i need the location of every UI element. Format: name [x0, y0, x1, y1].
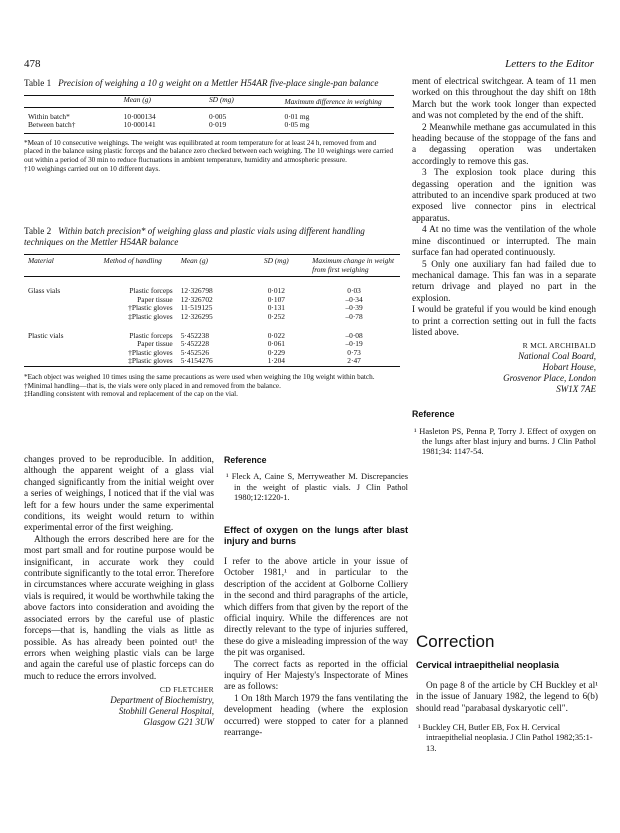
author-name: CD FLETCHER	[159, 685, 214, 695]
right-column-top	[412, 77, 596, 457]
reference-item: ¹ Hasleton PS, Penna P, Torry J. Effect of oxygen on the lungs after blast injury and burns. J Clin Pathol 1981;34: 1147-54.	[414, 426, 596, 457]
table1-block	[24, 78, 394, 173]
table2-cell: Paper tissue	[137, 294, 173, 304]
letter-title: Effect of oxygen on the lungs after blast injury and burns	[224, 525, 408, 547]
table2-cell: 0·73	[347, 347, 361, 357]
table2-cell: 0·03	[347, 286, 361, 296]
paragraph: 5 Only one auxiliary fan had failed due to mechanical damage. This fan was in a separate return drivage and played no part in the explosion.	[412, 259, 596, 304]
paragraph: Although the errors described here are for the most part small and for routine purpose would be insignificant, in accurate work they could contribute significantly to the total error. Therefore in circumstances where accurate weighing in glass vials is required, it would be worthwhile taking the above factors into consideration and avoiding the associated errors by the careful use of plastic forceps—that is, handling the vials as little as possible. As has already been pointed out¹ the errors when weighing plastic vials can be large and again the careful use of plastic forceps can do much to reduce the errors involved.	[24, 534, 214, 682]
signature-archibald	[412, 340, 596, 395]
affiliation-line: National Coal Board,	[518, 351, 596, 362]
table2-cell: ‡Plastic gloves	[128, 311, 173, 321]
table1-caption	[24, 78, 394, 89]
table2	[24, 254, 400, 367]
affiliation-line: SW1X 7AE	[556, 384, 596, 395]
table2-cell: 5·452238	[180, 330, 210, 340]
correction-block	[416, 632, 598, 754]
table1-cell: 10·000134	[123, 111, 156, 121]
middle-column	[224, 455, 408, 740]
table2-cell: –0·78	[345, 311, 363, 321]
affiliation-line: Hobart House,	[542, 362, 596, 373]
table2-cell: 1·204	[267, 356, 285, 366]
table2-cell: †Plastic gloves	[128, 347, 173, 357]
table1-note: †10 weighings carried out on 10 different days.	[24, 164, 160, 173]
table2-cell: 12·326295	[180, 311, 213, 321]
correction-title: Correction	[416, 632, 495, 651]
table2-header-1: Method of handling	[103, 256, 162, 265]
table2-title: Within batch precision* of weighing glass and plastic vials using different handling techniques on the Mettler H54AR balance	[24, 226, 365, 247]
table2-cell: 5·4154276	[180, 356, 213, 366]
affiliation-line: Grosvenor Place, London	[503, 373, 596, 384]
table1-cell: 0·01 mg	[284, 111, 310, 121]
affiliation-line: Stobhill General Hospital,	[118, 706, 214, 717]
affiliation-line: Department of Biochemistry,	[110, 695, 214, 706]
table1-notes	[24, 139, 394, 173]
table2-header-3: SD (mg)	[263, 256, 289, 265]
table2-cell: 0·131	[267, 303, 285, 313]
table2-note: *Each object was weighed 10 times using the same precautions as were used when weighing the 10g weight within batch.	[24, 372, 375, 381]
table1-cell: 0·05 mg	[284, 120, 310, 130]
table2-cell: 5·452526	[180, 347, 210, 357]
table2-cell: 12·326702	[180, 294, 213, 304]
paragraph: On page 8 of the article by CH Buckley et al¹ in the issue of January 1982, the legend to 6(b) should read "parabasal dyskaryotic cell".	[416, 681, 598, 714]
table2-note: ‡Handling consistent with removal and replacement of the cap on the vial.	[24, 390, 238, 399]
table2-cell: 11·519125	[180, 303, 213, 313]
reference-heading: Reference	[224, 455, 267, 465]
table2-label: Table 2	[24, 226, 52, 236]
table1-cell: Between batch†	[28, 120, 76, 130]
reference-item: ¹ Fleck A, Caine S, Merryweather M. Discrepancies in the weight of plastic vials. J Clin Pathol 1980;12:1220-1.	[226, 472, 408, 502]
reference-list	[224, 472, 408, 503]
table2-block	[24, 226, 400, 399]
paragraph: 1 On 18th March 1979 the fans ventilating the development heading (where the explosion occurred) were stopped to cater for a planned rearrange-	[224, 693, 408, 739]
table1-note: *Mean of 10 consecutive weighings. The weight was equilibrated at room temperature for at least 24 h, removed from and placed in the balance using plastic forceps and the balance zero checked between each weighing. The 10 weighings were carried out within a period of 30 min to reduce fluctuations in ambient temperature, humidity and atmospheric pressure.	[24, 138, 394, 164]
affiliation-line: Glasgow G21 3UW	[143, 717, 214, 728]
table2-cell: ‡Plastic gloves	[128, 356, 173, 366]
table2-header-0: Material	[28, 256, 54, 265]
reference-item: ¹ Buckley CH, Butler EB, Fox H. Cervical intraepithelial neoplasia. J Clin Pathol 1982;35:1-13.	[418, 723, 593, 753]
author-name: R MCL ARCHIBALD	[522, 341, 596, 351]
paragraph: changes proved to be reproducible. In addition, although the apparent weight of a glass vial changed significantly from the initial weight over a series of weighings, I noticed that if the vial was left for a few hours under the same experimental conditions, its weight would return to within experimental error of the first weighing.	[24, 455, 214, 534]
table2-cell: Plastic forceps	[129, 330, 173, 340]
paragraph: 4 At no time was the ventilation of the whole mine discontinued or interrupted. The main surface fan had operated continuously.	[412, 225, 596, 259]
table1-title: Precision of weighing a 10 g weight on a Mettler H54AR five-place single-pan balance	[58, 78, 379, 88]
table2-cell: 5·452228	[180, 339, 210, 349]
table2-material: Glass vials	[28, 286, 61, 296]
table2-cell: –0·08	[345, 330, 363, 340]
table2-cell: 0·022	[267, 330, 285, 340]
section-title: Letters to the Editor	[505, 58, 594, 70]
table1-header-1: Mean (g)	[123, 95, 151, 104]
table2-cell: 0·107	[267, 294, 285, 304]
table1-label: Table 1	[24, 78, 52, 88]
signature-fletcher	[24, 684, 214, 728]
page-number: 478	[24, 58, 41, 70]
reference-heading: Reference	[412, 409, 455, 420]
table1-cell: 0·005	[208, 111, 227, 121]
table2-cell: 0·229	[267, 347, 285, 357]
table2-material: Plastic vials	[28, 330, 64, 340]
table1-header-2: SD (mg)	[208, 95, 234, 104]
table2-cell: 12·326798	[180, 286, 213, 296]
table2-cell: Plastic forceps	[129, 286, 173, 296]
paragraph: ment of electrical switchgear. A team of 11 men worked on this throughout the day shift on 18th March but the work took longer than expected and was not completed by the end of the shift.	[412, 77, 596, 122]
reference-list	[416, 723, 598, 754]
table2-notes	[24, 373, 400, 399]
paragraph: The correct facts as reported in the official inquiry of Her Majesty's Inspectorate of Mines are as follows:	[224, 659, 408, 693]
table2-cell: –0·39	[345, 303, 363, 313]
table2-cell: Paper tissue	[137, 339, 173, 349]
left-column	[24, 455, 214, 728]
table1-header-3: Maximum difference in weighing	[284, 97, 382, 106]
table2-cell: 0·252	[267, 311, 285, 321]
reference-list	[412, 427, 596, 458]
paragraph: I would be grateful if you would be kind enough to print a correction setting out in full the facts listed above.	[412, 305, 596, 338]
table2-cell: 0·061	[267, 339, 285, 349]
table2-note: †Minimal handling—that is, the vials were only placed in and removed from the balance.	[24, 381, 281, 390]
table1-cell: 10·000141	[123, 120, 156, 130]
table2-cell: †Plastic gloves	[128, 303, 173, 313]
table2-header-4: Maximum change in weight from first weighing	[312, 256, 395, 274]
table2-cell: 2·47	[347, 356, 361, 366]
table1-cell: 0·019	[208, 120, 227, 130]
correction-subtitle: Cervical intraepithelial neoplasia	[416, 660, 559, 670]
table1-cell: Within batch*	[28, 111, 70, 121]
paragraph: I refer to the above article in your issue of October 1981,¹ and in particular to the description of the accident at Golborne Colliery in the second and third paragraphs of the article, which differs from that given by the report of the official inquiry. While the differences are not directly relevant to the type of injuries suffered, these do give a misleading impression of the way the pit was organised.	[224, 557, 408, 659]
paragraph: 2 Meanwhile methane gas accumulated in this heading because of the stoppage of the fans and a degassing operation was undertaken accordingly to remove this gas.	[412, 122, 596, 167]
correction-text	[416, 681, 598, 715]
table2-cell: –0·19	[345, 339, 363, 349]
paragraph: 3 The explosion took place during this degassing operation and the ignition was attributed to an incendive spark produced at two exposed live connector pins in electrical apparatus.	[412, 168, 596, 224]
table2-cell: 0·012	[267, 286, 285, 296]
table1-header-0	[24, 96, 120, 108]
table2-cell: –0·34	[345, 294, 363, 304]
table1	[24, 95, 394, 134]
table2-header-2: Mean (g)	[180, 256, 208, 265]
table2-caption	[24, 226, 400, 248]
